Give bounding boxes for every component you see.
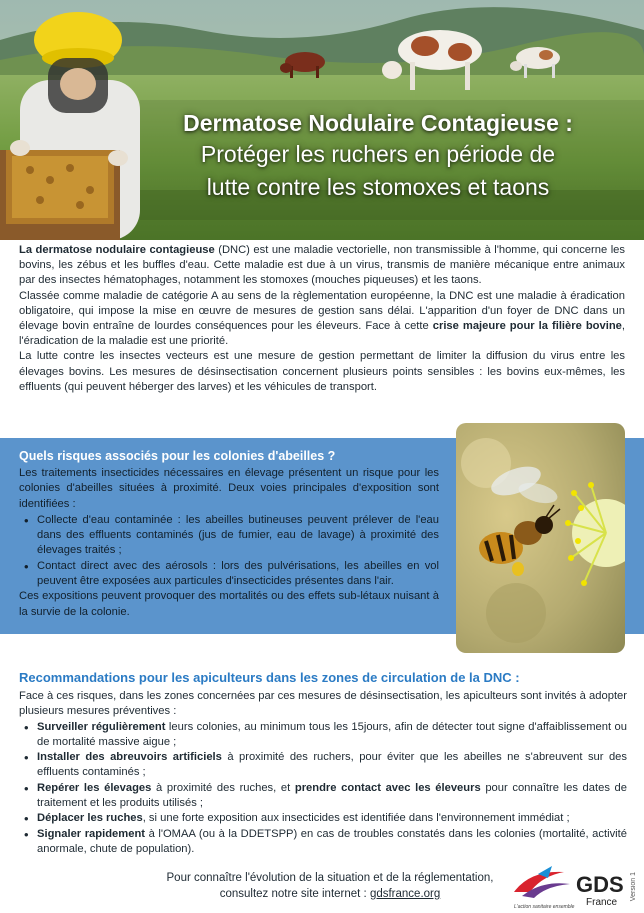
footer-line-2	[130, 886, 530, 902]
intro-paragraph-1	[19, 243, 625, 289]
reco-bold: Installer des abreuvoirs artificiels	[37, 751, 222, 764]
logo-subtext: France	[586, 897, 618, 908]
intro-section	[19, 243, 625, 395]
page-title	[128, 108, 628, 204]
title-line-3: lutte contre les stomoxes et taons	[206, 174, 550, 200]
title-line-2: Protéger les ruchers en période de	[200, 141, 556, 167]
list-item: • Collecte d'eau contaminée : les abeilles butineuses peuvent prélever de l'eau dans des effluents contaminés (jus de fumier, eau de lavage) à proximité des élevages traités ;	[37, 513, 439, 559]
footer-note	[130, 870, 530, 902]
list-item	[37, 811, 627, 826]
recommendations-section	[19, 670, 627, 857]
reco-heading: Recommandations pour les apiculteurs dans les zones de circulation de la DNC :	[19, 670, 520, 685]
list-item	[37, 827, 627, 858]
risks-heading: Quels risques associés pour les colonies d'abeilles ?	[19, 449, 336, 463]
bee-image	[456, 423, 625, 653]
title-line-1: Dermatose Nodulaire Contagieuse :	[183, 110, 573, 136]
reco-text: pour connaître les dates de traitement et les produits utilisés ;	[37, 781, 628, 810]
list-item: • Contact direct avec des aérosols : lors des pulvérisations, les abeilles en vol peuvent être exposées aux particules d'insecticides présentes dans l'air.	[37, 559, 439, 590]
footer-prefix: consultez notre site internet :	[219, 888, 370, 900]
reco-bold: prendre contact avec les éleveurs	[294, 781, 481, 794]
list-item	[37, 781, 627, 812]
reco-bold: Déplacer les ruches	[37, 812, 143, 825]
intro-paragraph-2	[19, 289, 625, 350]
reco-list	[37, 720, 627, 858]
risks-outro: Ces expositions peuvent provoquer des mortalités ou des effets sub-létaux nuisant à la survie de la colonie.	[19, 590, 439, 618]
intro-paragraph-3: La lutte contre les insectes vecteurs est une mesure de gestion permettant de limiter la diffusion du virus entre les élevages bovins. Les mesures de désinsectisation concernent plusieurs points sensibles : les bovins eux-mêmes, les effluents (qui peuvent héberger des larves) et les véhicules de transport.	[19, 350, 625, 393]
version-label: Version 1	[630, 872, 637, 902]
logo-tagline: L'action sanitaire ensemble	[514, 904, 575, 910]
reco-text: à l'OMAA (ou à la DDETSPP) en cas de troubles constatés dans les colonies (mortalité, activité anormale, chute de population).	[37, 827, 627, 855]
intro-bold-term: La dermatose nodulaire contagieuse	[19, 244, 215, 256]
intro-text: Classée comme maladie de catégorie A au sens de la règlementation européenne, la DNC est une maladie à éradication obligatoire, qui impose la mise en œuvre de mesures de gestion sans délai. L'apparition d'un foyer de DNC dans un élevage bovin entraîne de lourdes conséquences pour les éleveurs. Face à cette	[19, 289, 625, 333]
reco-bold: Surveiller régulièrement	[37, 720, 166, 733]
reco-text: , si une forte exposition aux insecticides est identifiée dans l'environnement immédiat ;	[142, 812, 570, 825]
intro-text: (DNC) est une maladie vectorielle, non transmissible à l'homme, qui concerne les bovins, les zébus et les buffles d'eau. Cette maladie est due à un virus, transmis de manière mécanique entre animaux par des insectes hématophages, notamment les stomoxes (mouches piqueuses) et les taons.	[19, 244, 625, 287]
risks-list	[37, 513, 439, 589]
risks-intro: Les traitements insecticides nécessaires en élevage présentent un risque pour les colonies d'abeilles situées à proximité. Deux voies principales d'exposition sont identifiées :	[19, 467, 439, 510]
intro-text: , l'éradication de la maladie est une priorité.	[19, 320, 625, 348]
reco-text: leurs colonies, au minimum tous les 15jours, afin de détecter tout signe d'affaiblissement ou de mortalité massive aigue ;	[37, 720, 627, 748]
footer-line-1: Pour connaître l'évolution de la situation et de la réglementation,	[166, 872, 494, 884]
hero-banner	[0, 0, 644, 240]
reco-text: à proximité des ruches, et	[151, 781, 295, 794]
intro-bold-term: crise majeure pour la filière bovine	[432, 320, 622, 333]
bee-photo	[456, 423, 625, 653]
reco-bold: Signaler rapidement	[37, 827, 146, 840]
list-item	[37, 720, 627, 751]
reco-bold: Repérer les élevages	[37, 781, 152, 794]
reco-text: à proximité des ruchers, pour éviter que les abeilles ne s'abreuvent sur des effluents contaminés ;	[37, 751, 627, 779]
website-link[interactable]: gdsfrance.org	[369, 888, 441, 900]
risks-section	[19, 448, 439, 620]
reco-intro: Face à ces risques, dans les zones concernées par ces mesures de désinsectisation, les apiculteurs sont invités à adopter plusieurs mesures préventives :	[19, 690, 627, 718]
list-item	[37, 750, 627, 781]
gds-france-logo	[512, 862, 632, 910]
logo-text: GDS	[576, 872, 624, 897]
